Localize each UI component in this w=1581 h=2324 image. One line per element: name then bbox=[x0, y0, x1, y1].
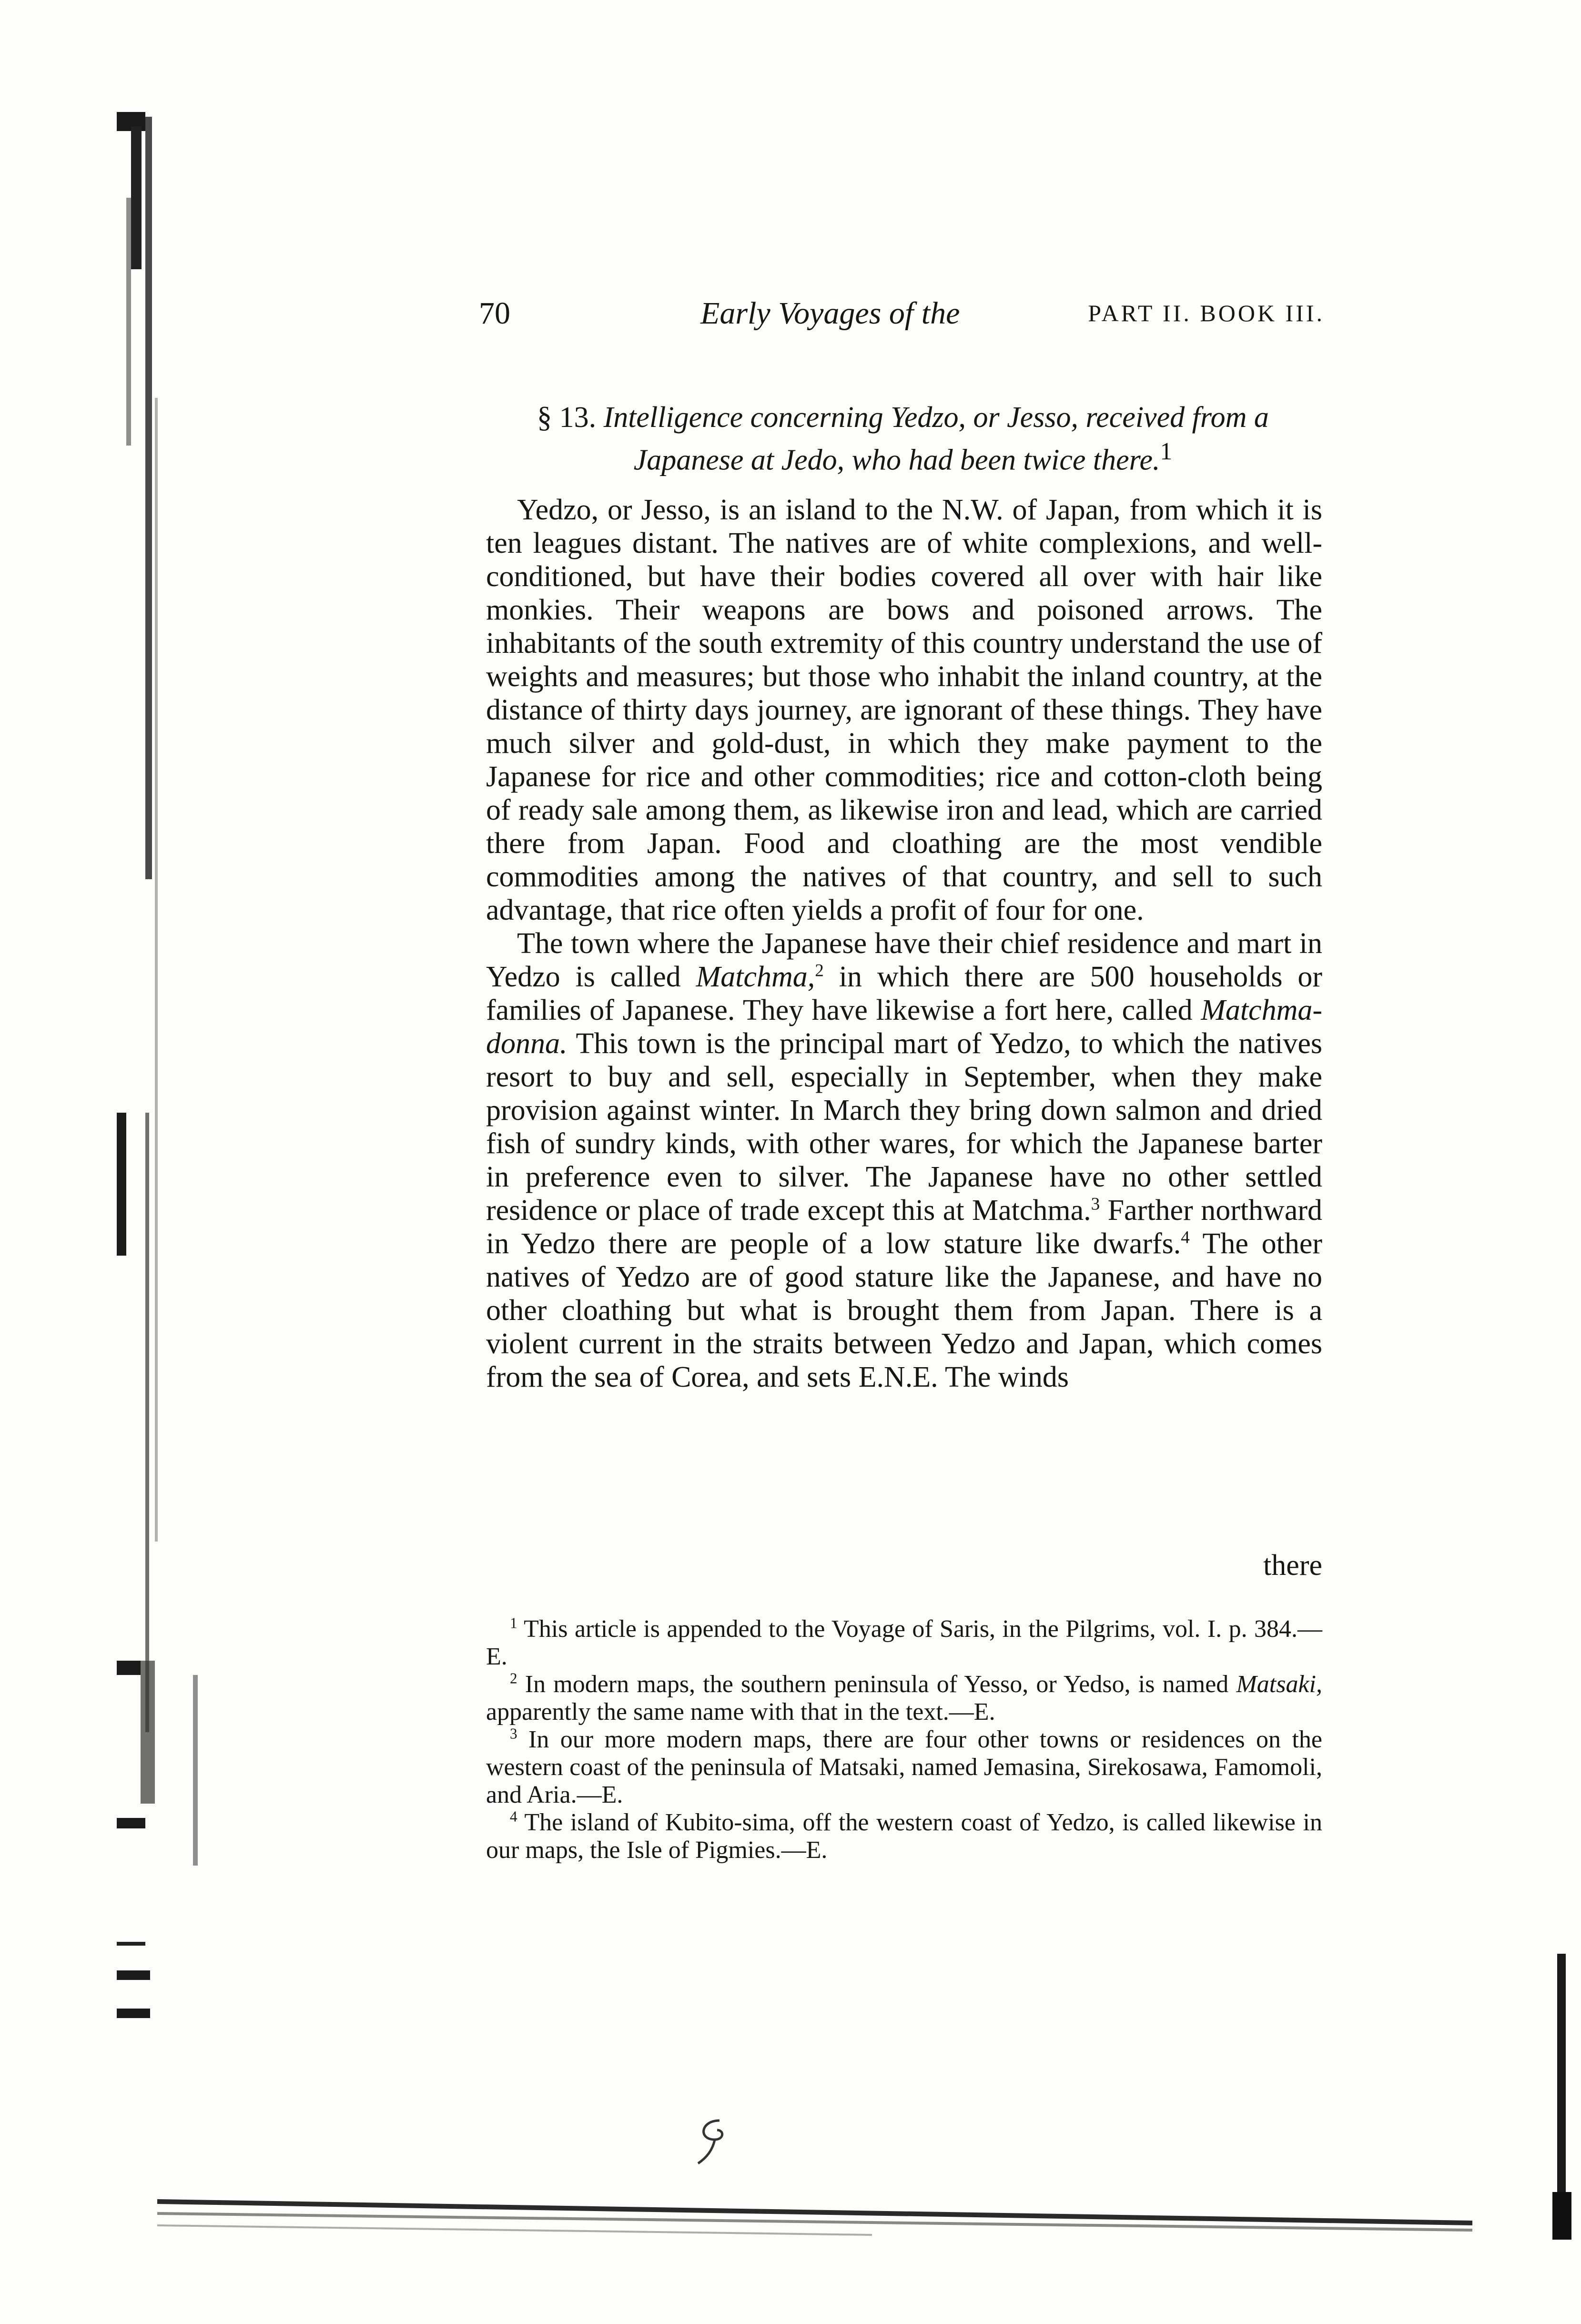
footnote-2 bbox=[486, 1671, 1322, 1726]
footnote-1 bbox=[486, 1615, 1322, 1671]
page-number: 70 bbox=[479, 296, 510, 331]
running-head bbox=[479, 295, 1325, 338]
signature-mark bbox=[691, 2116, 734, 2168]
footnote-3 bbox=[486, 1726, 1322, 1809]
paragraph-2 bbox=[486, 927, 1322, 1394]
running-title: Early Voyages of the bbox=[700, 296, 960, 331]
footnote-2-italic: Matsaki, bbox=[1236, 1671, 1322, 1698]
body-text bbox=[486, 493, 1322, 1394]
place-name-matchma-donna: Matchma-donna. bbox=[486, 994, 1322, 1060]
footnote-mark-3: 3 bbox=[510, 1725, 517, 1742]
footnote-ref-3: 3 bbox=[1091, 1194, 1100, 1214]
footnote-mark-1: 1 bbox=[510, 1614, 517, 1632]
place-name-matchma: Matchma, bbox=[696, 961, 815, 993]
footnote-2-text-a: In modern maps, the southern peninsula of Yesso, or Yedso, is named bbox=[525, 1671, 1236, 1698]
footnote-mark-2: 2 bbox=[510, 1670, 517, 1687]
paragraph-2-text-a: The town where the Japanese have their chief residence and mart in Yedzo is called bbox=[486, 927, 1322, 993]
catchword: there bbox=[1263, 1549, 1322, 1582]
section-number: § 13. bbox=[537, 401, 597, 434]
paragraph-2-text-e: The other natives of Yedzo are of good stature like the Japanese, and have no other cloathing but what is brought them from Japan. There is a violent current in the straits between Yedzo and Japan, which comes from the sea of Corea, and sets E.N.E. The winds bbox=[486, 1228, 1322, 1393]
scan-edge-right bbox=[1543, 1668, 1571, 2240]
paragraph-1: Yedzo, or Jesso, is an island to the N.W. of Japan, from which it is ten leagues distant. The natives are of white complexions, and well-conditioned, but have their bodies covered all over with hair like monkies. Their weapons are bows and poisoned arrows. The inhabitants of the south extremity of this country understand the use of weights and measures; but those who inhabit the inland country, at the distance of thirty days journey, are ignorant of these things. They have much silver and gold-dust, in which they make payment to the Japanese for rice and other commodities; rice and cotton-cloth being of ready sale among them, as likewise iron and lead, which are carried there from Japan. Food and cloathing are the most vendible commodities among the natives of that country, and sell to such advantage, that rice often yields a profit of four for one. bbox=[486, 494, 1322, 926]
footnote-ref-1: 1 bbox=[1160, 438, 1173, 465]
section-heading bbox=[476, 400, 1329, 477]
paragraph-2-text-c: This town is the principal mart of Yedzo, to which the natives resort to buy and sell, especially in September, when they make provision against winter. In March they bring down salmon and dried fish of sundry kinds, with other wares, for which the Japanese barter in preference even to silver. The Japanese have no other settled residence or place of trade except this at Matchma. bbox=[486, 1027, 1322, 1227]
section-title-line-2: Japanese at Jedo, who had been twice there. bbox=[633, 444, 1160, 477]
footnote-1-text: This article is appended to the Voyage of Saris, in the Pilgrims, vol. I. p. 384.—E. bbox=[486, 1615, 1322, 1670]
section-title-line-1: Intelligence concerning Yedzo, or Jesso, received from a bbox=[603, 401, 1269, 434]
footnote-ref-2: 2 bbox=[815, 961, 824, 981]
paragraph-2-text-d: Farther northward in Yedzo there are people of a low stature like dwarfs. bbox=[486, 1194, 1323, 1260]
part-book-label: PART II. BOOK III. bbox=[1088, 300, 1325, 326]
footnote-mark-4: 4 bbox=[510, 1808, 517, 1825]
footnote-4 bbox=[486, 1809, 1322, 1864]
footnote-ref-4: 4 bbox=[1181, 1228, 1190, 1248]
footnote-3-text: In our more modern maps, there are four other towns or residences on the western coast of the peninsula of Matsaki, named Jemasina, Sirekosawa, Famomoli, and Aria.—E. bbox=[486, 1726, 1322, 1808]
footnote-4-text: The island of Kubito-sima, off the western coast of Yedzo, is called likewise in our maps, the Isle of Pigmies.—E. bbox=[486, 1809, 1323, 1864]
footnotes bbox=[486, 1615, 1322, 1864]
scan-binding-shadow bbox=[117, 112, 212, 2256]
paragraph-2-text-b: in which there are 500 households or families of Japanese. They have likewise a fort here, called bbox=[486, 961, 1323, 1026]
scan-bottom-smear bbox=[157, 2187, 1472, 2240]
footnote-2-text-b: apparently the same name with that in the text.—E. bbox=[486, 1698, 995, 1725]
